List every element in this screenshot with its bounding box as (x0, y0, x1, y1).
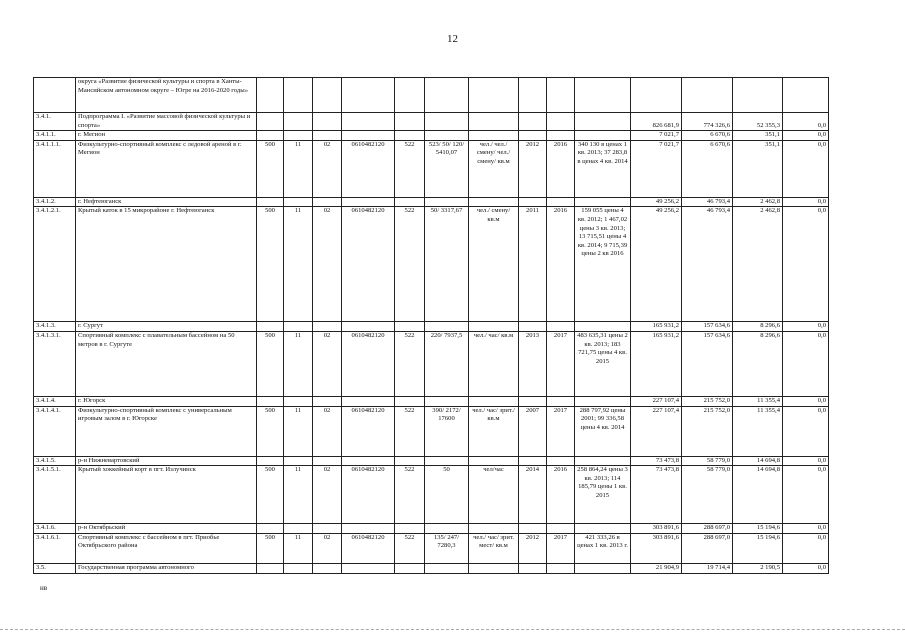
other-sources-cell: 0,0 (783, 533, 829, 563)
expense-type-cell (395, 78, 425, 113)
start-year-cell (519, 396, 547, 406)
start-year-cell (519, 322, 547, 332)
expense-type-cell: 522 (395, 466, 425, 524)
end-year-cell: 2016 (547, 466, 575, 524)
local-budget-cell: 8 296,6 (733, 331, 783, 396)
expense-type-cell (395, 524, 425, 534)
local-budget-cell: 2 190,5 (733, 563, 783, 573)
okrug-budget-cell: 288 697,0 (682, 524, 733, 534)
okrug-budget-cell: 288 697,0 (682, 533, 733, 563)
total-cell (631, 78, 682, 113)
row-name: г. Мегион (76, 131, 257, 141)
grbs-cell (257, 456, 284, 466)
estimated-cost-cell (575, 113, 631, 131)
page-edge-rule (0, 629, 905, 630)
grbs-cell: 500 (257, 140, 284, 197)
capacity-cell (425, 396, 469, 406)
expense-type-cell: 522 (395, 207, 425, 322)
other-sources-cell: 0,0 (783, 563, 829, 573)
okrug-budget-cell: 6 670,6 (682, 140, 733, 197)
target-article-cell: 0610482120 (342, 207, 395, 322)
row-code: 3.4.1.4.1. (34, 406, 76, 456)
row-code: 3.5. (34, 563, 76, 573)
capacity-cell (425, 322, 469, 332)
expense-type-cell: 522 (395, 533, 425, 563)
start-year-cell (519, 197, 547, 207)
expense-type-cell: 522 (395, 406, 425, 456)
end-year-cell (547, 456, 575, 466)
row-code: 3.4.1.3. (34, 322, 76, 332)
start-year-cell: 2011 (519, 207, 547, 322)
capacity-cell (425, 456, 469, 466)
end-year-cell: 2016 (547, 207, 575, 322)
end-year-cell: 2016 (547, 140, 575, 197)
start-year-cell: 2012 (519, 140, 547, 197)
row-code: 3.4.1.6. (34, 524, 76, 534)
subsection-cell: 02 (313, 406, 342, 456)
estimated-cost-cell (575, 322, 631, 332)
expense-type-cell (395, 322, 425, 332)
subsection-cell (313, 524, 342, 534)
table-row (34, 524, 829, 534)
section-cell (284, 524, 313, 534)
local-budget-cell: 11 355,4 (733, 396, 783, 406)
end-year-cell: 2017 (547, 331, 575, 396)
target-article-cell (342, 524, 395, 534)
target-article-cell: 0610482120 (342, 140, 395, 197)
end-year-cell (547, 524, 575, 534)
end-year-cell (547, 322, 575, 332)
unit-cell (469, 113, 519, 131)
table-row (34, 78, 829, 113)
local-budget-cell: 8 296,6 (733, 322, 783, 332)
page-number: 12 (447, 33, 458, 45)
subsection-cell (313, 456, 342, 466)
estimated-cost-cell (575, 563, 631, 573)
total-cell: 303 891,6 (631, 524, 682, 534)
estimated-cost-cell (575, 524, 631, 534)
grbs-cell (257, 78, 284, 113)
total-cell: 49 256,2 (631, 207, 682, 322)
local-budget-cell: 15 194,6 (733, 533, 783, 563)
row-name: Физкультурно-спортивный комплекс с ледовой ареной в г. Мегион (76, 140, 257, 197)
table-row (34, 396, 829, 406)
other-sources-cell: 0,0 (783, 140, 829, 197)
section-cell: 11 (284, 406, 313, 456)
target-article-cell (342, 197, 395, 207)
subsection-cell (313, 113, 342, 131)
grbs-cell: 500 (257, 533, 284, 563)
grbs-cell (257, 563, 284, 573)
target-article-cell (342, 113, 395, 131)
unit-cell (469, 524, 519, 534)
expense-type-cell (395, 197, 425, 207)
capacity-cell (425, 113, 469, 131)
row-name: Крытый каток в 15 микрорайоне г. Нефтеюганск (76, 207, 257, 322)
estimated-cost-cell: 258 864,24 цены 3 кв. 2013; 114 185,79 цены 1 кв. 2015 (575, 466, 631, 524)
end-year-cell (547, 396, 575, 406)
okrug-budget-cell: 157 634,6 (682, 322, 733, 332)
table-row (34, 331, 829, 396)
unit-cell (469, 396, 519, 406)
start-year-cell: 2012 (519, 533, 547, 563)
local-budget-cell: 14 694,8 (733, 456, 783, 466)
start-year-cell: 2007 (519, 406, 547, 456)
start-year-cell (519, 113, 547, 131)
estimated-cost-cell (575, 396, 631, 406)
table-row (34, 533, 829, 563)
okrug-budget-cell: 46 793,4 (682, 207, 733, 322)
estimated-cost-cell (575, 131, 631, 141)
table-row (34, 322, 829, 332)
end-year-cell: 2017 (547, 406, 575, 456)
row-code: 3.4.1.5.1. (34, 466, 76, 524)
section-cell (284, 113, 313, 131)
expense-type-cell: 522 (395, 140, 425, 197)
unit-cell: чел./ час/ зрит. мест/ кв.м (469, 533, 519, 563)
local-budget-cell: 351,1 (733, 131, 783, 141)
end-year-cell (547, 563, 575, 573)
total-cell: 73 473,8 (631, 456, 682, 466)
table-row (34, 207, 829, 322)
target-article-cell (342, 396, 395, 406)
grbs-cell: 500 (257, 207, 284, 322)
unit-cell (469, 131, 519, 141)
row-name: г. Сургут (76, 322, 257, 332)
okrug-budget-cell: 58 779,0 (682, 466, 733, 524)
capacity-cell: 50/ 3317,67 (425, 207, 469, 322)
local-budget-cell: 351,1 (733, 140, 783, 197)
local-budget-cell: 14 694,8 (733, 466, 783, 524)
table-row (34, 197, 829, 207)
footer-mark: нв (40, 584, 48, 592)
other-sources-cell: 0,0 (783, 131, 829, 141)
target-article-cell: 0610482120 (342, 331, 395, 396)
end-year-cell (547, 131, 575, 141)
okrug-budget-cell (682, 78, 733, 113)
unit-cell: чел/час (469, 466, 519, 524)
estimated-cost-cell (575, 78, 631, 113)
row-name: Подпрограмма I. «Развитие массовой физической культуры и спорта» (76, 113, 257, 131)
unit-cell (469, 322, 519, 332)
subsection-cell: 02 (313, 207, 342, 322)
row-name: Крытый хоккейный корт в пгт. Излучинск (76, 466, 257, 524)
start-year-cell (519, 78, 547, 113)
total-cell: 227 107,4 (631, 396, 682, 406)
start-year-cell: 2013 (519, 331, 547, 396)
okrug-budget-cell: 157 634,6 (682, 331, 733, 396)
row-name: Государственная программа автономного (76, 563, 257, 573)
table-row (34, 131, 829, 141)
unit-cell (469, 456, 519, 466)
section-cell: 11 (284, 533, 313, 563)
row-name: Спортивный комплекс с бассейном в пгт. Приобье Октябрьского района (76, 533, 257, 563)
subsection-cell (313, 197, 342, 207)
section-cell (284, 197, 313, 207)
capacity-cell: 390/ 2172/ 17600 (425, 406, 469, 456)
grbs-cell (257, 322, 284, 332)
subsection-cell (313, 78, 342, 113)
section-cell (284, 396, 313, 406)
capacity-cell: 135/ 247/ 7280,3 (425, 533, 469, 563)
okrug-budget-cell: 215 752,0 (682, 396, 733, 406)
subsection-cell (313, 563, 342, 573)
section-cell: 11 (284, 331, 313, 396)
local-budget-cell: 2 462,8 (733, 197, 783, 207)
end-year-cell: 2017 (547, 533, 575, 563)
section-cell (284, 322, 313, 332)
row-name: р-н Октябрьский (76, 524, 257, 534)
okrug-budget-cell: 215 752,0 (682, 406, 733, 456)
capacity-cell: 220/ 7937,5 (425, 331, 469, 396)
row-code (34, 78, 76, 113)
row-code: 3.4.1.5. (34, 456, 76, 466)
grbs-cell (257, 113, 284, 131)
other-sources-cell: 0,0 (783, 396, 829, 406)
row-code: 3.4.1.1. (34, 131, 76, 141)
total-cell: 165 931,2 (631, 331, 682, 396)
target-article-cell: 0610482120 (342, 406, 395, 456)
other-sources-cell: 0,0 (783, 456, 829, 466)
start-year-cell (519, 563, 547, 573)
section-cell (284, 131, 313, 141)
section-cell (284, 563, 313, 573)
section-cell: 11 (284, 207, 313, 322)
estimated-cost-cell: 340 130 в ценах 1 кв. 2013; 37 283,8 в ценах 4 кв. 2014 (575, 140, 631, 197)
row-code: 3.4.1.3.1. (34, 331, 76, 396)
other-sources-cell: 0,0 (783, 113, 829, 131)
expense-type-cell (395, 396, 425, 406)
grbs-cell: 500 (257, 406, 284, 456)
unit-cell: чел./ чел./ смену/ чел./ смену/ кв.м (469, 140, 519, 197)
section-cell: 11 (284, 140, 313, 197)
other-sources-cell: 0,0 (783, 322, 829, 332)
other-sources-cell: 0,0 (783, 524, 829, 534)
estimated-cost-cell (575, 197, 631, 207)
row-name: г. Югорск (76, 396, 257, 406)
other-sources-cell: 0,0 (783, 207, 829, 322)
target-article-cell (342, 563, 395, 573)
start-year-cell (519, 131, 547, 141)
row-code: 3.4.1.1.1. (34, 140, 76, 197)
estimated-cost-cell (575, 456, 631, 466)
capacity-cell: 523/ 50/ 120/ 5410,07 (425, 140, 469, 197)
local-budget-cell: 11 355,4 (733, 406, 783, 456)
table-row (34, 406, 829, 456)
target-article-cell (342, 456, 395, 466)
unit-cell: чел./ смену/ кв.м (469, 207, 519, 322)
subsection-cell (313, 131, 342, 141)
okrug-budget-cell: 774 326,6 (682, 113, 733, 131)
grbs-cell (257, 197, 284, 207)
table-row (34, 140, 829, 197)
expense-type-cell (395, 113, 425, 131)
capacity-cell (425, 197, 469, 207)
table-row (34, 113, 829, 131)
grbs-cell: 500 (257, 331, 284, 396)
estimated-cost-cell: 288 797,92 цены 2001; 99 336,58 цены 4 кв. 2014 (575, 406, 631, 456)
section-cell (284, 78, 313, 113)
start-year-cell: 2014 (519, 466, 547, 524)
other-sources-cell: 0,0 (783, 466, 829, 524)
capacity-cell (425, 563, 469, 573)
estimated-cost-cell: 159 055 цены 4 кв. 2012; 1 467,02 цены 3 кв. 2013; 13 715,51 цены 4 кв. 2014; 9 715,39 цены 2 кв 2016 (575, 207, 631, 322)
expense-type-cell (395, 456, 425, 466)
row-name: г. Нефтеюганск (76, 197, 257, 207)
end-year-cell (547, 113, 575, 131)
capacity-cell (425, 131, 469, 141)
table-row (34, 563, 829, 573)
row-name: Спортивный комплекс с плавательным бассейном на 50 метров в г. Сургуте (76, 331, 257, 396)
row-code: 3.4.1.2. (34, 197, 76, 207)
unit-cell (469, 563, 519, 573)
expense-type-cell: 522 (395, 331, 425, 396)
total-cell: 303 891,6 (631, 533, 682, 563)
start-year-cell (519, 524, 547, 534)
grbs-cell (257, 131, 284, 141)
unit-cell: чел./ час/ зрит./ кв.м (469, 406, 519, 456)
other-sources-cell: 0,0 (783, 197, 829, 207)
estimated-cost-cell: 483 635,31 цены 2 кв. 2013; 183 721,75 цены 4 кв. 2015 (575, 331, 631, 396)
subsection-cell: 02 (313, 331, 342, 396)
row-name: р-н Нижневартовский (76, 456, 257, 466)
estimated-cost-cell: 421 333,26 в ценах 1 кв. 2013 г. (575, 533, 631, 563)
end-year-cell (547, 78, 575, 113)
total-cell: 7 021,7 (631, 131, 682, 141)
row-name: округа «Развитие физической культуры и спорта в Ханты-Мансийском автономном округе – Югре на 2016-2020 годы» (76, 78, 257, 113)
section-cell: 11 (284, 466, 313, 524)
target-article-cell: 0610482120 (342, 466, 395, 524)
okrug-budget-cell: 6 670,6 (682, 131, 733, 141)
end-year-cell (547, 197, 575, 207)
other-sources-cell (783, 78, 829, 113)
target-article-cell (342, 131, 395, 141)
start-year-cell (519, 456, 547, 466)
okrug-budget-cell: 19 714,4 (682, 563, 733, 573)
unit-cell (469, 197, 519, 207)
total-cell: 49 256,2 (631, 197, 682, 207)
capacity-cell (425, 78, 469, 113)
grbs-cell (257, 524, 284, 534)
subsection-cell (313, 396, 342, 406)
expense-type-cell (395, 563, 425, 573)
subsection-cell: 02 (313, 140, 342, 197)
expense-type-cell (395, 131, 425, 141)
local-budget-cell: 52 355,3 (733, 113, 783, 131)
subsection-cell (313, 322, 342, 332)
financing-table (33, 77, 829, 574)
table-row (34, 466, 829, 524)
target-article-cell (342, 322, 395, 332)
subsection-cell: 02 (313, 533, 342, 563)
row-code: 3.4.1.2.1. (34, 207, 76, 322)
okrug-budget-cell: 58 779,0 (682, 456, 733, 466)
row-code: 3.4.1.4. (34, 396, 76, 406)
total-cell: 165 931,2 (631, 322, 682, 332)
row-code: 3.4.1. (34, 113, 76, 131)
capacity-cell: 50 (425, 466, 469, 524)
okrug-budget-cell: 46 793,4 (682, 197, 733, 207)
section-cell (284, 456, 313, 466)
total-cell: 73 473,8 (631, 466, 682, 524)
capacity-cell (425, 524, 469, 534)
other-sources-cell: 0,0 (783, 406, 829, 456)
target-article-cell (342, 78, 395, 113)
other-sources-cell: 0,0 (783, 331, 829, 396)
total-cell: 7 021,7 (631, 140, 682, 197)
row-code: 3.4.1.6.1. (34, 533, 76, 563)
local-budget-cell: 2 462,8 (733, 207, 783, 322)
unit-cell (469, 78, 519, 113)
local-budget-cell: 15 194,6 (733, 524, 783, 534)
row-name: Физкультурно-спортивный комплекс с универсальным игровым залом в г. Югорске (76, 406, 257, 456)
local-budget-cell (733, 78, 783, 113)
total-cell: 826 681,9 (631, 113, 682, 131)
table-row (34, 456, 829, 466)
total-cell: 227 107,4 (631, 406, 682, 456)
unit-cell: чел./ час/ кв.м (469, 331, 519, 396)
total-cell: 21 904,9 (631, 563, 682, 573)
subsection-cell: 02 (313, 466, 342, 524)
grbs-cell (257, 396, 284, 406)
target-article-cell: 0610482120 (342, 533, 395, 563)
grbs-cell: 500 (257, 466, 284, 524)
